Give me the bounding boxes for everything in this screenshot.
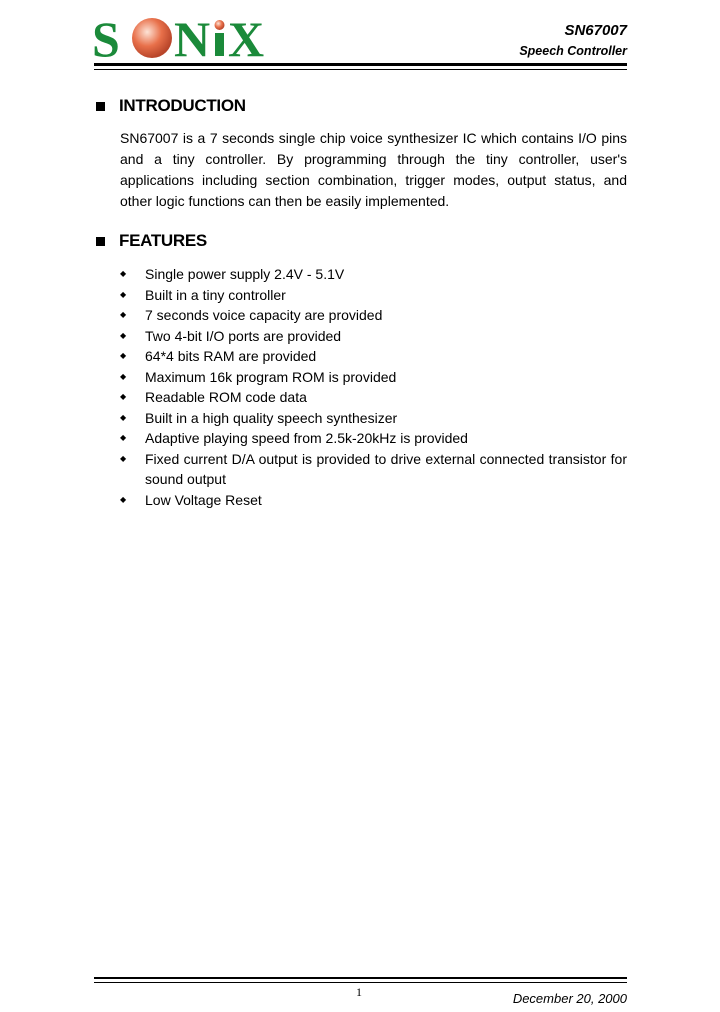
- diamond-bullet-icon: ◆: [120, 494, 127, 504]
- feature-item: ◆ 64*4 bits RAM are provided: [120, 346, 627, 367]
- footer-rule-thick: [94, 977, 627, 979]
- feature-item: ◆ Low Voltage Reset: [120, 490, 627, 511]
- features-heading-text: FEATURES: [119, 231, 207, 250]
- svg-text:X: X: [228, 14, 265, 60]
- diamond-bullet-icon: ◆: [120, 453, 127, 463]
- features-list: [120, 264, 627, 510]
- feature-item: ◆ Built in a high quality speech synthesizer: [120, 408, 627, 429]
- feature-item: ◆ 7 seconds voice capacity are provided: [120, 305, 627, 326]
- diamond-bullet-icon: ◆: [120, 371, 127, 381]
- footer-rule-thin: [94, 982, 627, 983]
- diamond-bullet-icon: ◆: [120, 310, 127, 319]
- feature-item: ◆ Two 4-bit I/O ports are provided: [120, 326, 627, 347]
- feature-item: ◆ Maximum 16k program ROM is provided: [120, 367, 627, 388]
- document-id: SN67007: [564, 22, 627, 39]
- header-rule-thin: [94, 69, 627, 70]
- introduction-heading: [96, 96, 246, 116]
- diamond-bullet-icon: ◆: [120, 412, 127, 422]
- square-bullet-icon: [96, 237, 105, 246]
- diamond-bullet-icon: ◆: [120, 269, 127, 278]
- diamond-bullet-icon: ◆: [120, 330, 127, 340]
- features-heading: [96, 231, 207, 251]
- square-bullet-icon: [96, 102, 105, 111]
- diamond-bullet-icon: ◆: [120, 392, 127, 401]
- diamond-bullet-icon: ◆: [120, 351, 127, 360]
- diamond-bullet-icon: ◆: [120, 289, 127, 299]
- document-subtitle: Speech Controller: [519, 44, 627, 58]
- sonix-logo: [92, 14, 272, 60]
- header-rule-thick: [94, 63, 627, 66]
- introduction-body: SN67007 is a 7 seconds single chip voice synthesizer IC which contains I/O pins and a tiny controller. By programming through the tiny controller, user's applications including section combination, trigger modes, output status, and other logic functions can then be easily implemented.: [120, 130, 627, 209]
- introduction-heading-text: INTRODUCTION: [119, 96, 246, 115]
- svg-text:S: S: [92, 14, 120, 60]
- page-number: 1: [356, 985, 362, 999]
- feature-item: ◆ Readable ROM code data: [120, 387, 627, 408]
- feature-item: ◆ Built in a tiny controller: [120, 285, 627, 306]
- feature-item: ◆ Single power supply 2.4V - 5.1V: [120, 264, 627, 285]
- document-date: December 20, 2000: [512, 991, 627, 1006]
- feature-item: ◆ Adaptive playing speed from 2.5k-20kHz is provided: [120, 428, 627, 449]
- svg-text:N: N: [174, 14, 211, 60]
- diamond-bullet-icon: ◆: [120, 433, 127, 442]
- feature-item: ◆ Fixed current D/A output is provided to drive external connected transistor for sound output: [120, 450, 627, 487]
